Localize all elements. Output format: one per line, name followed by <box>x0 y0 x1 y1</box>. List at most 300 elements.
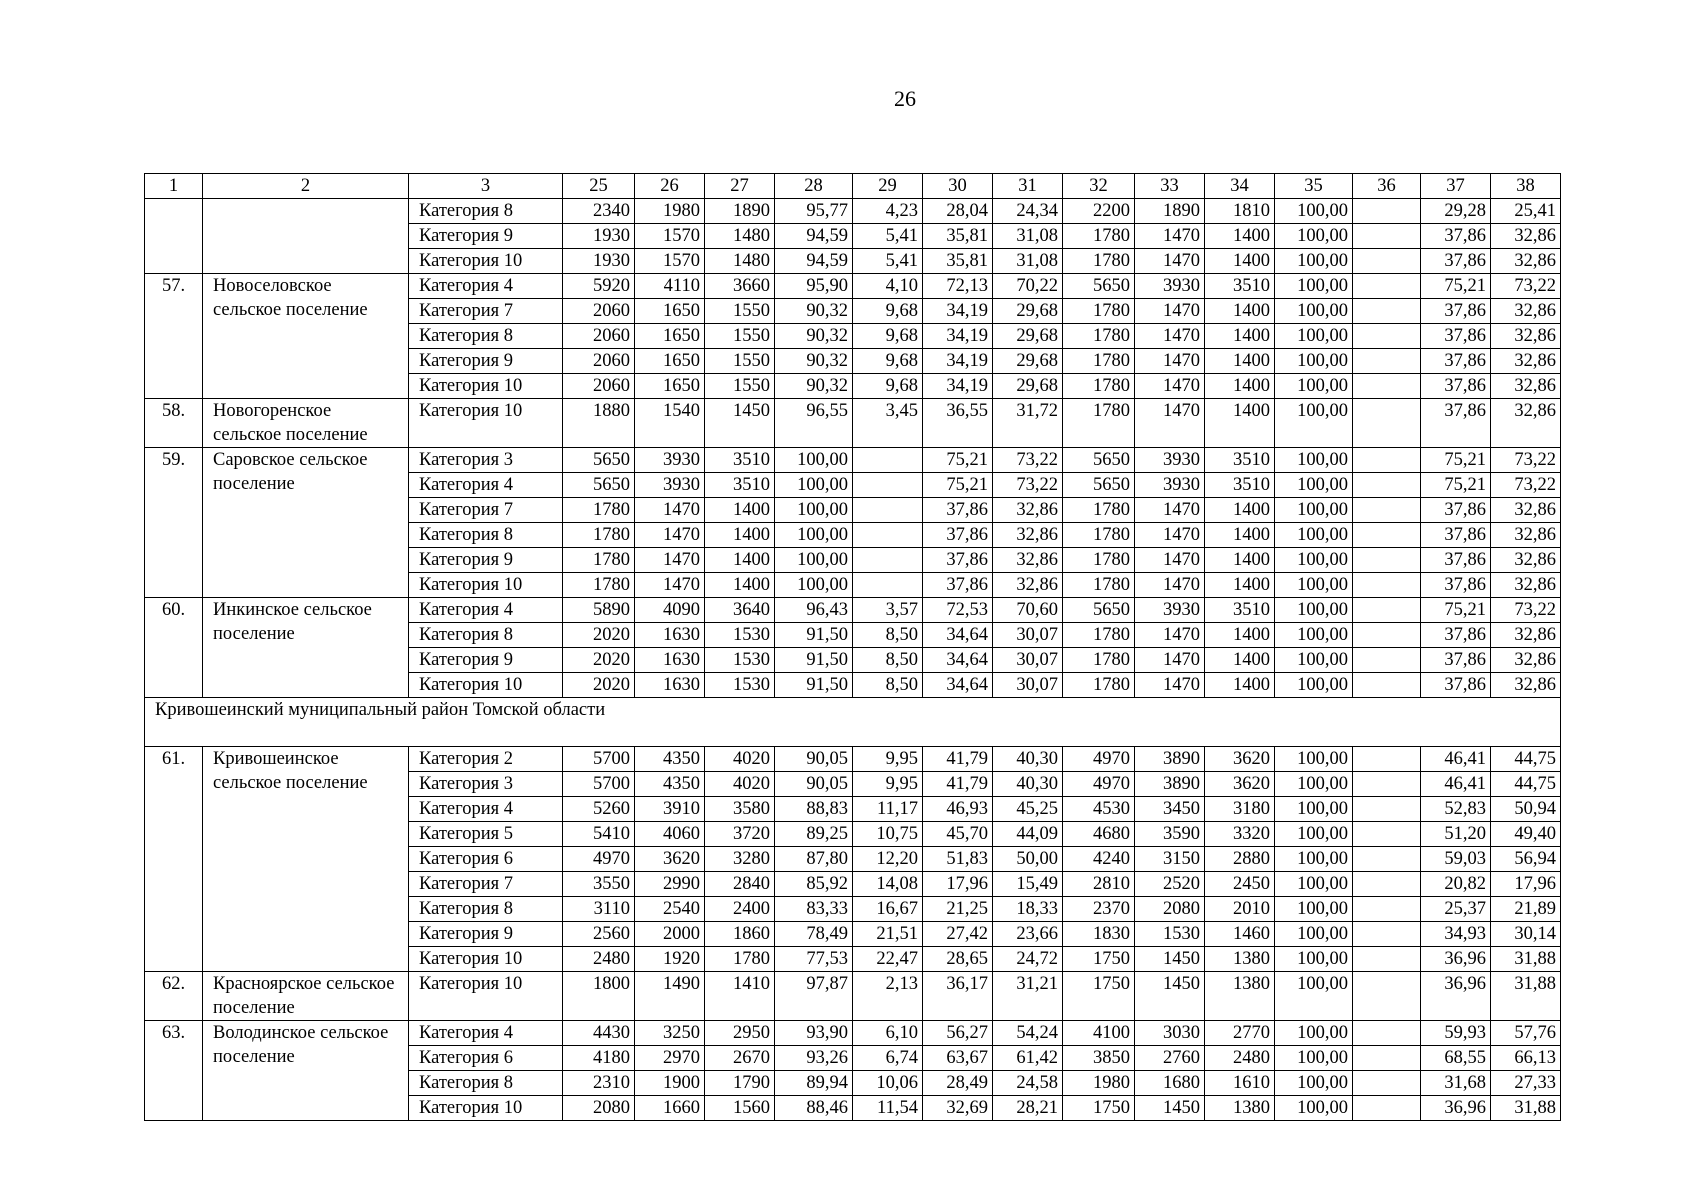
value-cell: 1400 <box>1205 399 1275 448</box>
value-cell: 2670 <box>705 1046 775 1071</box>
value-cell: 37,86 <box>1421 349 1491 374</box>
category-cell: Категория 3 <box>409 772 563 797</box>
value-cell: 1400 <box>1205 673 1275 698</box>
value-cell: 75,21 <box>1421 473 1491 498</box>
value-cell: 91,50 <box>775 648 853 673</box>
value-cell <box>1353 897 1421 922</box>
value-cell: 1410 <box>705 972 775 1021</box>
value-cell <box>853 498 923 523</box>
value-cell <box>1353 374 1421 399</box>
value-cell: 1470 <box>635 548 705 573</box>
value-cell: 1860 <box>705 922 775 947</box>
value-cell: 1610 <box>1205 1071 1275 1096</box>
value-cell: 3030 <box>1135 1021 1205 1046</box>
header-cell: 31 <box>993 174 1063 199</box>
value-cell: 32,86 <box>1491 349 1561 374</box>
value-cell: 73,22 <box>993 473 1063 498</box>
value-cell: 3510 <box>1205 598 1275 623</box>
category-cell: Категория 8 <box>409 523 563 548</box>
section-title: Кривошеинский муниципальный район Томской области <box>145 698 1561 747</box>
value-cell <box>1353 947 1421 972</box>
value-cell: 89,94 <box>775 1071 853 1096</box>
value-cell: 32,86 <box>1491 224 1561 249</box>
value-cell: 100,00 <box>1275 523 1353 548</box>
header-cell: 25 <box>563 174 635 199</box>
value-cell: 3620 <box>1205 772 1275 797</box>
value-cell: 2950 <box>705 1021 775 1046</box>
value-cell: 2520 <box>1135 872 1205 897</box>
value-cell: 1780 <box>1063 648 1135 673</box>
value-cell <box>1353 797 1421 822</box>
value-cell: 8,50 <box>853 623 923 648</box>
value-cell: 75,21 <box>1421 448 1491 473</box>
value-cell: 90,32 <box>775 374 853 399</box>
value-cell: 2200 <box>1063 199 1135 224</box>
category-cell: Категория 10 <box>409 947 563 972</box>
value-cell: 37,86 <box>1421 498 1491 523</box>
value-cell: 1550 <box>705 349 775 374</box>
value-cell: 31,68 <box>1421 1071 1491 1096</box>
value-cell: 2540 <box>635 897 705 922</box>
value-cell: 32,86 <box>1491 299 1561 324</box>
category-cell: Категория 8 <box>409 199 563 224</box>
value-cell: 100,00 <box>1275 1021 1353 1046</box>
value-cell: 1780 <box>1063 374 1135 399</box>
category-cell: Категория 7 <box>409 299 563 324</box>
value-cell: 36,55 <box>923 399 993 448</box>
value-cell: 3,45 <box>853 399 923 448</box>
value-cell: 1780 <box>1063 673 1135 698</box>
value-cell: 75,21 <box>1421 274 1491 299</box>
value-cell: 2060 <box>563 299 635 324</box>
value-cell: 30,07 <box>993 673 1063 698</box>
value-cell: 1450 <box>1135 972 1205 1021</box>
value-cell: 34,19 <box>923 324 993 349</box>
header-cell: 38 <box>1491 174 1561 199</box>
value-cell: 78,49 <box>775 922 853 947</box>
value-cell: 1790 <box>705 1071 775 1096</box>
value-cell: 30,07 <box>993 623 1063 648</box>
value-cell: 75,21 <box>923 448 993 473</box>
value-cell: 2340 <box>563 199 635 224</box>
value-cell: 56,94 <box>1491 847 1561 872</box>
value-cell: 3250 <box>635 1021 705 1046</box>
value-cell: 75,21 <box>923 473 993 498</box>
value-cell: 100,00 <box>1275 473 1353 498</box>
value-cell: 25,41 <box>1491 199 1561 224</box>
value-cell: 34,64 <box>923 623 993 648</box>
value-cell: 88,83 <box>775 797 853 822</box>
value-cell: 44,75 <box>1491 747 1561 772</box>
header-cell: 28 <box>775 174 853 199</box>
value-cell: 5700 <box>563 772 635 797</box>
value-cell: 37,86 <box>923 498 993 523</box>
row-number: 60. <box>145 598 203 698</box>
value-cell: 1400 <box>1205 224 1275 249</box>
value-cell: 29,68 <box>993 324 1063 349</box>
value-cell: 1890 <box>1135 199 1205 224</box>
value-cell: 3890 <box>1135 747 1205 772</box>
value-cell: 1450 <box>1135 1096 1205 1121</box>
category-cell: Категория 4 <box>409 598 563 623</box>
value-cell: 1780 <box>705 947 775 972</box>
value-cell: 87,80 <box>775 847 853 872</box>
value-cell: 3110 <box>563 897 635 922</box>
value-cell: 100,00 <box>1275 1071 1353 1096</box>
value-cell: 37,86 <box>1421 623 1491 648</box>
value-cell: 32,86 <box>1491 249 1561 274</box>
value-cell: 3450 <box>1135 797 1205 822</box>
value-cell: 37,86 <box>1421 573 1491 598</box>
value-cell: 83,33 <box>775 897 853 922</box>
value-cell: 85,92 <box>775 872 853 897</box>
value-cell: 1540 <box>635 399 705 448</box>
value-cell: 100,00 <box>1275 324 1353 349</box>
value-cell: 1400 <box>705 573 775 598</box>
value-cell <box>1353 822 1421 847</box>
value-cell: 100,00 <box>1275 1046 1353 1071</box>
value-cell: 2990 <box>635 872 705 897</box>
value-cell <box>853 573 923 598</box>
value-cell: 28,04 <box>923 199 993 224</box>
value-cell: 1470 <box>1135 374 1205 399</box>
value-cell: 1880 <box>563 399 635 448</box>
value-cell: 24,72 <box>993 947 1063 972</box>
value-cell: 32,86 <box>1491 673 1561 698</box>
value-cell: 29,28 <box>1421 199 1491 224</box>
category-cell: Категория 8 <box>409 897 563 922</box>
value-cell: 4240 <box>1063 847 1135 872</box>
value-cell <box>1353 324 1421 349</box>
value-cell: 3320 <box>1205 822 1275 847</box>
category-cell: Категория 6 <box>409 847 563 872</box>
value-cell: 2,13 <box>853 972 923 1021</box>
value-cell: 100,00 <box>1275 847 1353 872</box>
value-cell: 5260 <box>563 797 635 822</box>
value-cell: 90,05 <box>775 772 853 797</box>
value-cell <box>1353 299 1421 324</box>
value-cell: 36,96 <box>1421 1096 1491 1121</box>
value-cell: 1490 <box>635 972 705 1021</box>
value-cell: 100,00 <box>1275 747 1353 772</box>
value-cell: 100,00 <box>775 448 853 473</box>
value-cell: 94,59 <box>775 224 853 249</box>
value-cell: 1400 <box>1205 648 1275 673</box>
value-cell: 1400 <box>1205 498 1275 523</box>
value-cell: 18,33 <box>993 897 1063 922</box>
header-row <box>145 174 1561 199</box>
category-cell: Категория 9 <box>409 224 563 249</box>
value-cell: 90,32 <box>775 299 853 324</box>
header-cell: 32 <box>1063 174 1135 199</box>
settlement-name: Новоселовское сельское поселение <box>203 274 409 399</box>
category-cell: Категория 10 <box>409 374 563 399</box>
value-cell: 32,69 <box>923 1096 993 1121</box>
value-cell: 1470 <box>1135 249 1205 274</box>
value-cell: 1450 <box>705 399 775 448</box>
value-cell: 1470 <box>1135 573 1205 598</box>
value-cell: 1470 <box>1135 399 1205 448</box>
value-cell: 41,79 <box>923 747 993 772</box>
settlement-name <box>203 199 409 274</box>
value-cell: 100,00 <box>1275 299 1353 324</box>
value-cell: 6,74 <box>853 1046 923 1071</box>
value-cell: 5920 <box>563 274 635 299</box>
value-cell: 100,00 <box>775 573 853 598</box>
value-cell: 1470 <box>1135 299 1205 324</box>
value-cell: 32,86 <box>993 548 1063 573</box>
value-cell: 8,50 <box>853 648 923 673</box>
value-cell <box>1353 399 1421 448</box>
category-cell: Категория 10 <box>409 972 563 1021</box>
value-cell: 1680 <box>1135 1071 1205 1096</box>
value-cell: 3510 <box>1205 274 1275 299</box>
value-cell: 1380 <box>1205 947 1275 972</box>
value-cell: 100,00 <box>1275 399 1353 448</box>
value-cell <box>1353 548 1421 573</box>
value-cell: 37,86 <box>1421 299 1491 324</box>
value-cell: 31,21 <box>993 972 1063 1021</box>
value-cell: 59,93 <box>1421 1021 1491 1046</box>
value-cell: 21,89 <box>1491 897 1561 922</box>
value-cell: 17,96 <box>1491 872 1561 897</box>
value-cell: 23,66 <box>993 922 1063 947</box>
category-cell: Категория 2 <box>409 747 563 772</box>
value-cell: 2080 <box>1135 897 1205 922</box>
value-cell: 32,86 <box>993 523 1063 548</box>
value-cell: 1780 <box>563 573 635 598</box>
row-number: 63. <box>145 1021 203 1121</box>
value-cell <box>1353 249 1421 274</box>
value-cell <box>1353 1046 1421 1071</box>
value-cell: 32,86 <box>1491 399 1561 448</box>
value-cell: 3930 <box>1135 473 1205 498</box>
value-cell: 4350 <box>635 772 705 797</box>
value-cell: 95,90 <box>775 274 853 299</box>
table-body <box>145 174 1561 1121</box>
value-cell: 3510 <box>1205 448 1275 473</box>
value-cell: 1630 <box>635 673 705 698</box>
value-cell: 45,70 <box>923 822 993 847</box>
value-cell: 3510 <box>705 448 775 473</box>
value-cell: 32,86 <box>1491 523 1561 548</box>
value-cell: 50,94 <box>1491 797 1561 822</box>
value-cell: 34,93 <box>1421 922 1491 947</box>
value-cell: 4060 <box>635 822 705 847</box>
value-cell: 31,88 <box>1491 972 1561 1021</box>
value-cell <box>1353 349 1421 374</box>
value-cell: 5650 <box>1063 448 1135 473</box>
value-cell: 100,00 <box>1275 772 1353 797</box>
value-cell <box>1353 199 1421 224</box>
value-cell: 1400 <box>1205 523 1275 548</box>
value-cell: 100,00 <box>775 498 853 523</box>
value-cell: 1400 <box>1205 623 1275 648</box>
value-cell: 1400 <box>1205 349 1275 374</box>
value-cell: 31,88 <box>1491 947 1561 972</box>
value-cell <box>1353 573 1421 598</box>
table-row <box>145 1021 1561 1046</box>
value-cell: 2400 <box>705 897 775 922</box>
header-cell: 3 <box>409 174 563 199</box>
settlement-name: Володинское сельское поселение <box>203 1021 409 1121</box>
value-cell: 100,00 <box>1275 947 1353 972</box>
category-cell: Категория 4 <box>409 274 563 299</box>
value-cell <box>1353 847 1421 872</box>
value-cell: 1750 <box>1063 1096 1135 1121</box>
value-cell: 1530 <box>1135 922 1205 947</box>
value-cell <box>1353 274 1421 299</box>
value-cell: 10,06 <box>853 1071 923 1096</box>
value-cell: 2020 <box>563 673 635 698</box>
header-cell: 29 <box>853 174 923 199</box>
value-cell: 37,86 <box>923 548 993 573</box>
value-cell: 5650 <box>563 448 635 473</box>
header-cell: 27 <box>705 174 775 199</box>
value-cell: 31,08 <box>993 249 1063 274</box>
value-cell: 32,86 <box>1491 324 1561 349</box>
value-cell: 100,00 <box>1275 598 1353 623</box>
value-cell: 1380 <box>1205 1096 1275 1121</box>
value-cell <box>1353 1071 1421 1096</box>
value-cell: 2450 <box>1205 872 1275 897</box>
value-cell: 1780 <box>1063 324 1135 349</box>
category-cell: Категория 10 <box>409 249 563 274</box>
value-cell: 1780 <box>1063 399 1135 448</box>
value-cell: 1470 <box>1135 349 1205 374</box>
value-cell: 29,68 <box>993 349 1063 374</box>
value-cell: 3580 <box>705 797 775 822</box>
value-cell <box>1353 224 1421 249</box>
value-cell: 9,68 <box>853 349 923 374</box>
value-cell: 37,86 <box>1421 324 1491 349</box>
value-cell: 4110 <box>635 274 705 299</box>
table-row <box>145 598 1561 623</box>
category-cell: Категория 5 <box>409 822 563 847</box>
value-cell: 100,00 <box>1275 623 1353 648</box>
settlement-name: Красноярское сельское поселение <box>203 972 409 1021</box>
value-cell: 16,67 <box>853 897 923 922</box>
value-cell: 37,86 <box>1421 548 1491 573</box>
value-cell: 51,20 <box>1421 822 1491 847</box>
value-cell: 2080 <box>563 1096 635 1121</box>
value-cell: 11,17 <box>853 797 923 822</box>
value-cell: 1550 <box>705 299 775 324</box>
value-cell: 2480 <box>563 947 635 972</box>
value-cell: 100,00 <box>1275 897 1353 922</box>
value-cell: 88,46 <box>775 1096 853 1121</box>
value-cell: 28,49 <box>923 1071 993 1096</box>
value-cell: 1400 <box>1205 548 1275 573</box>
value-cell: 2060 <box>563 374 635 399</box>
table-row <box>145 972 1561 1021</box>
value-cell: 15,49 <box>993 872 1063 897</box>
value-cell: 37,86 <box>923 573 993 598</box>
value-cell: 1400 <box>705 523 775 548</box>
value-cell: 100,00 <box>1275 224 1353 249</box>
value-cell: 5650 <box>1063 473 1135 498</box>
settlement-name: Инкинское сельское поселение <box>203 598 409 698</box>
value-cell: 3620 <box>1205 747 1275 772</box>
value-cell: 1900 <box>635 1071 705 1096</box>
value-cell: 28,21 <box>993 1096 1063 1121</box>
value-cell: 3590 <box>1135 822 1205 847</box>
value-cell: 4100 <box>1063 1021 1135 1046</box>
value-cell: 3,57 <box>853 598 923 623</box>
value-cell: 3620 <box>635 847 705 872</box>
value-cell: 77,53 <box>775 947 853 972</box>
row-number <box>145 199 203 274</box>
value-cell: 3510 <box>1205 473 1275 498</box>
value-cell: 12,20 <box>853 847 923 872</box>
value-cell: 1650 <box>635 299 705 324</box>
header-cell: 37 <box>1421 174 1491 199</box>
value-cell: 3910 <box>635 797 705 822</box>
value-cell: 21,51 <box>853 922 923 947</box>
value-cell <box>853 448 923 473</box>
settlement-name: Новогоренское сельское поселение <box>203 399 409 448</box>
value-cell: 61,42 <box>993 1046 1063 1071</box>
value-cell: 4,10 <box>853 274 923 299</box>
value-cell <box>853 548 923 573</box>
value-cell: 100,00 <box>1275 448 1353 473</box>
value-cell: 4020 <box>705 772 775 797</box>
value-cell: 100,00 <box>775 473 853 498</box>
value-cell: 9,95 <box>853 772 923 797</box>
value-cell: 37,86 <box>1421 224 1491 249</box>
header-cell: 1 <box>145 174 203 199</box>
value-cell: 93,90 <box>775 1021 853 1046</box>
value-cell: 1780 <box>1063 548 1135 573</box>
value-cell: 27,42 <box>923 922 993 947</box>
value-cell: 14,08 <box>853 872 923 897</box>
value-cell: 4970 <box>1063 747 1135 772</box>
value-cell: 73,22 <box>1491 598 1561 623</box>
value-cell: 37,86 <box>1421 648 1491 673</box>
value-cell: 4090 <box>635 598 705 623</box>
value-cell: 37,86 <box>1421 673 1491 698</box>
value-cell: 46,93 <box>923 797 993 822</box>
table-row <box>145 448 1561 473</box>
header-cell: 36 <box>1353 174 1421 199</box>
value-cell: 1780 <box>1063 523 1135 548</box>
value-cell: 1810 <box>1205 199 1275 224</box>
value-cell: 9,95 <box>853 747 923 772</box>
value-cell: 1780 <box>563 548 635 573</box>
value-cell <box>1353 673 1421 698</box>
value-cell: 100,00 <box>1275 822 1353 847</box>
header-cell: 33 <box>1135 174 1205 199</box>
value-cell: 75,21 <box>1421 598 1491 623</box>
value-cell: 1780 <box>1063 224 1135 249</box>
value-cell: 10,75 <box>853 822 923 847</box>
category-cell: Категория 4 <box>409 1021 563 1046</box>
value-cell: 34,64 <box>923 673 993 698</box>
value-cell: 1450 <box>1135 947 1205 972</box>
value-cell: 100,00 <box>1275 249 1353 274</box>
value-cell: 34,64 <box>923 648 993 673</box>
value-cell: 91,50 <box>775 623 853 648</box>
value-cell: 1780 <box>563 523 635 548</box>
table-row <box>145 747 1561 772</box>
category-cell: Категория 8 <box>409 324 563 349</box>
value-cell: 100,00 <box>1275 548 1353 573</box>
value-cell: 36,17 <box>923 972 993 1021</box>
value-cell: 1470 <box>1135 224 1205 249</box>
value-cell: 2480 <box>1205 1046 1275 1071</box>
value-cell: 3150 <box>1135 847 1205 872</box>
value-cell: 46,41 <box>1421 772 1491 797</box>
